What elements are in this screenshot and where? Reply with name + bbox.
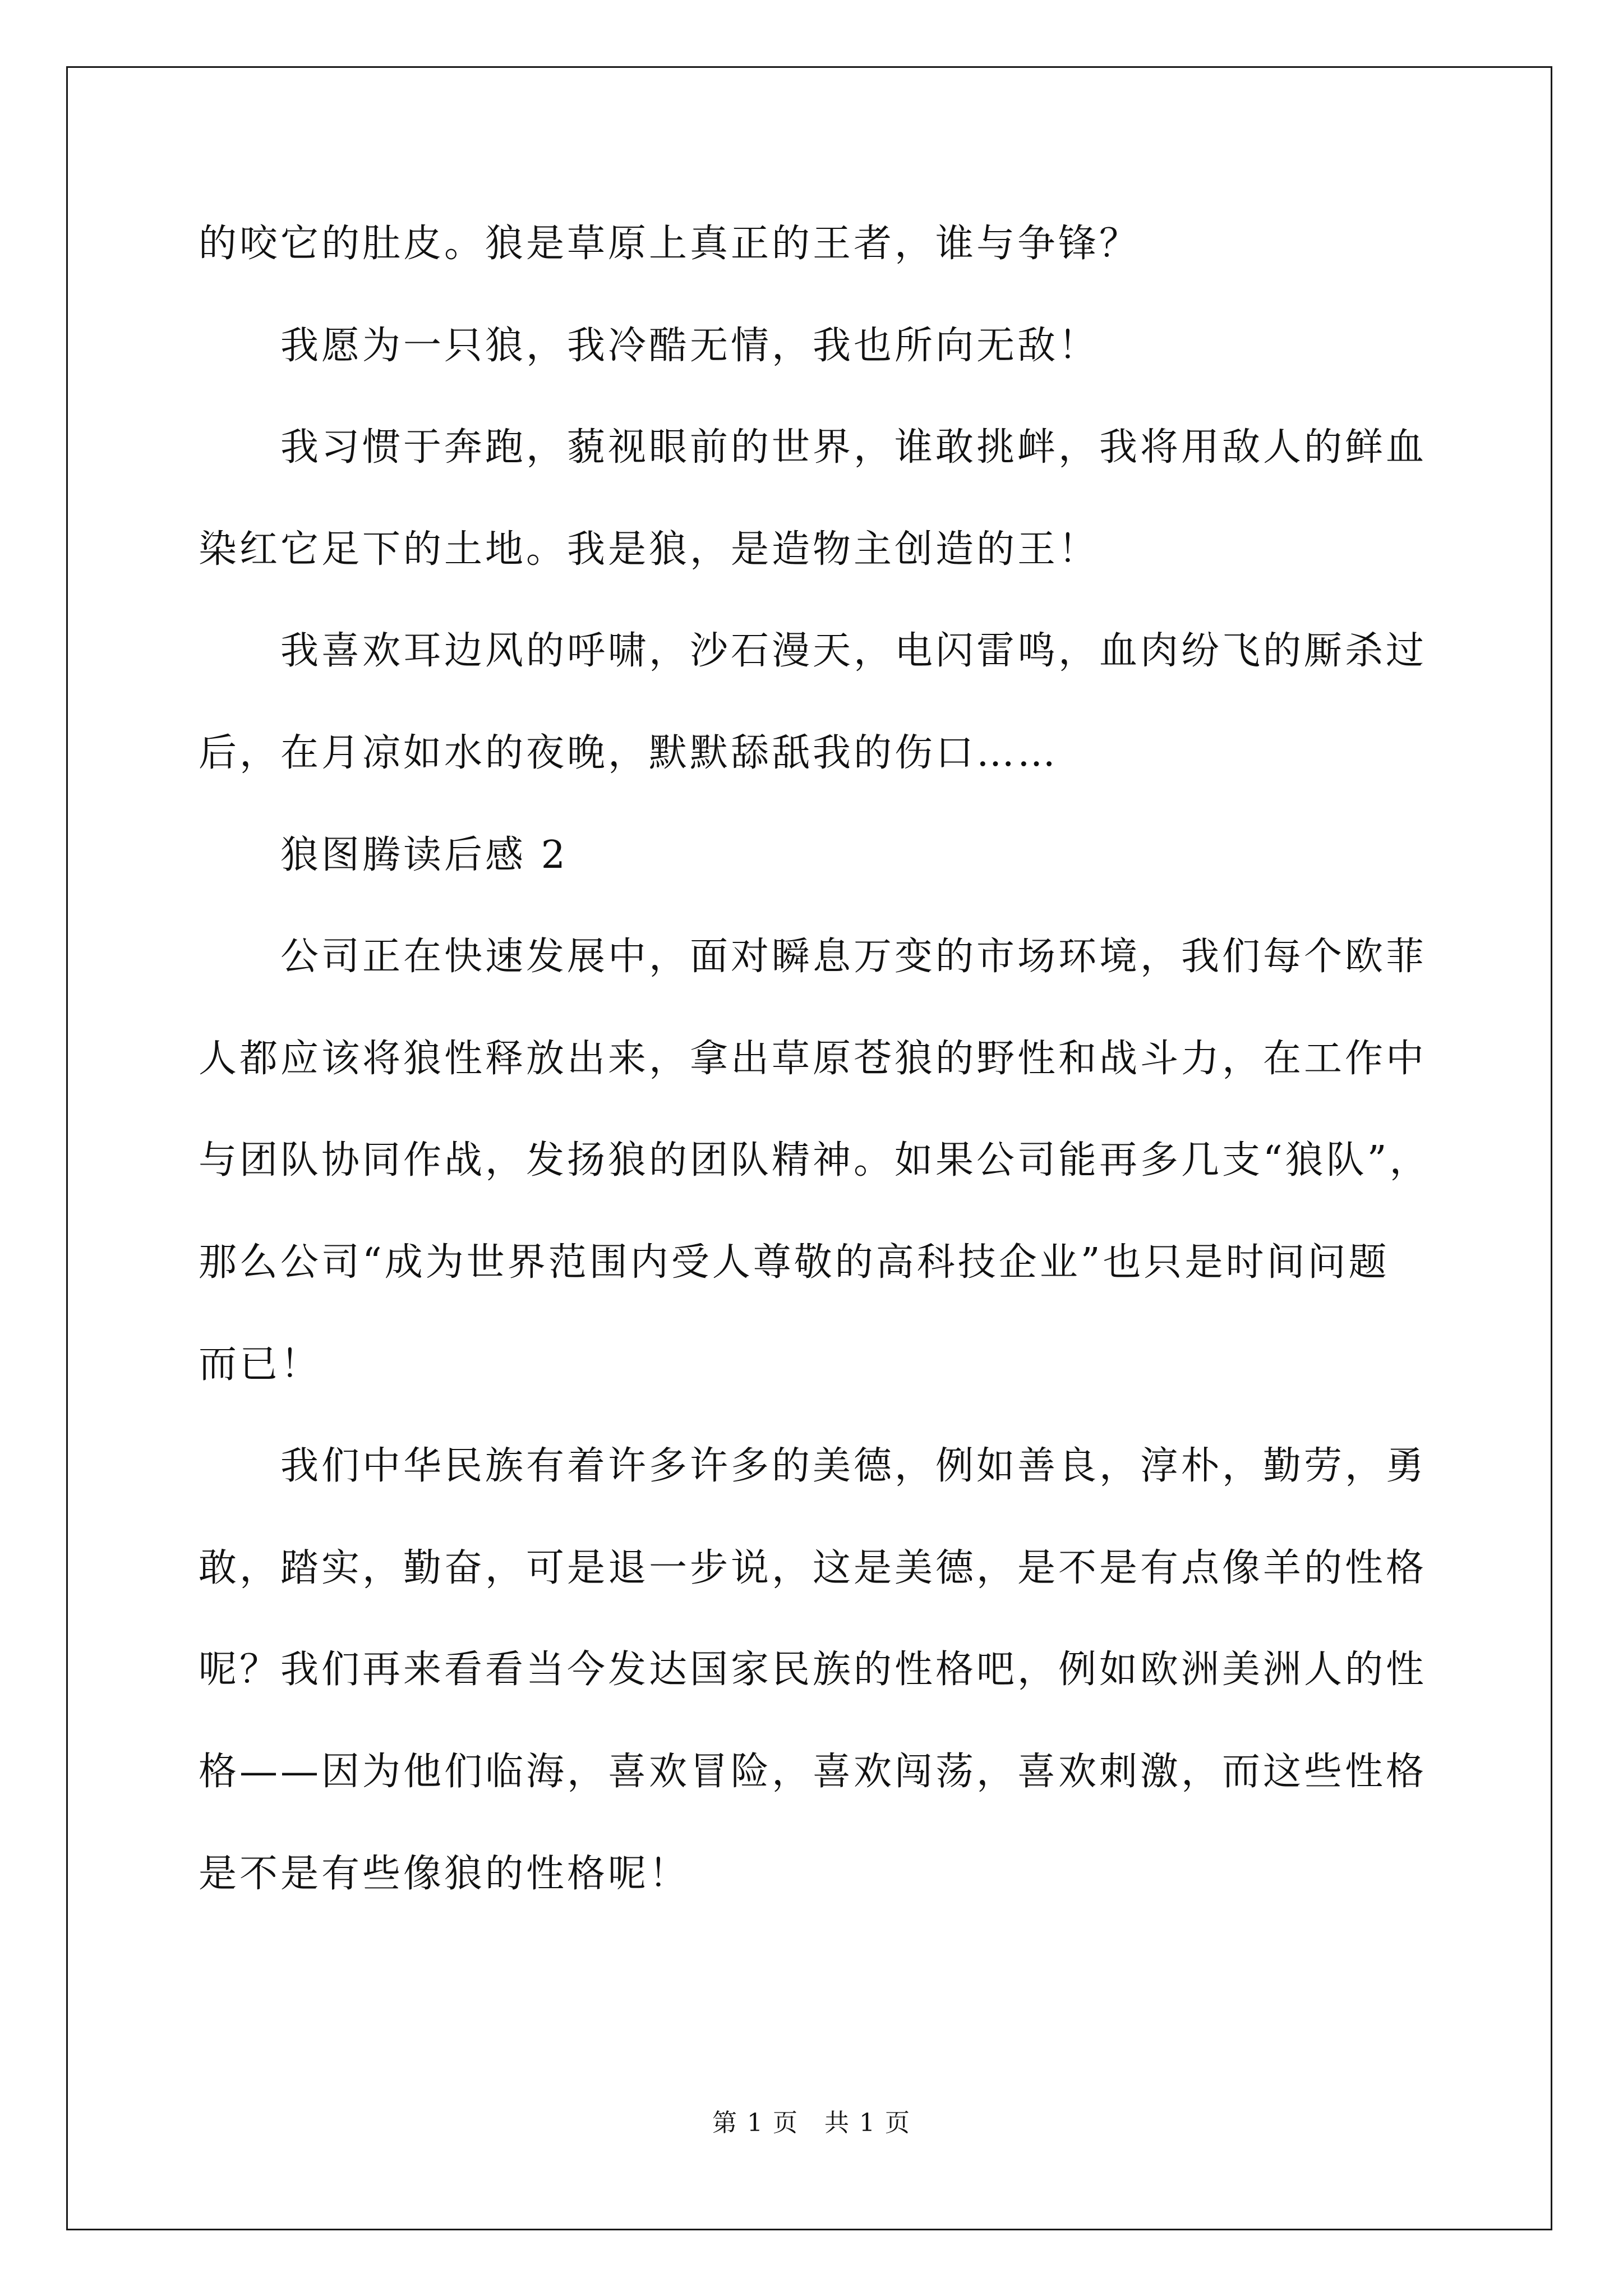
text-line: 呢？我们再来看看当今发达国家民族的性格吧，例如欧洲美洲人的性	[199, 1648, 1427, 1692]
text-line: 我们中华民族有着许多许多的美德，例如善良，淳朴，勤劳，勇	[280, 1444, 1427, 1489]
text-line: 染红它足下的土地。我是狼，是造物主创造的王！	[199, 527, 1100, 572]
text-line: 而已！	[199, 1342, 322, 1387]
text-line: 公司正在快速发展中，面对瞬息万变的市场环境，我们每个欧菲	[280, 935, 1427, 979]
text-line: 是不是有些像狼的性格呢！	[199, 1851, 690, 1896]
text-line: 我喜欢耳边风的呼啸，沙石漫天，电闪雷鸣，血肉纷飞的厮杀过	[280, 629, 1427, 674]
text-line: 人都应该将狼性释放出来，拿出草原苍狼的野性和战斗力，在工作中	[199, 1036, 1427, 1081]
section-heading: 狼图腾读后感 2	[280, 832, 568, 877]
page-total: 共 1 页	[824, 2109, 911, 2137]
page-number: 第 1 页	[712, 2109, 799, 2137]
text-line: 与团队协同作战，发扬狼的团队精神。如果公司能再多几支“狼队”，	[199, 1138, 1431, 1183]
document-body	[199, 216, 1431, 1948]
text-line: 敢，踏实，勤奋，可是退一步说，这是美德，是不是有点像羊的性格	[199, 1545, 1427, 1590]
text-line: 我愿为一只狼，我冷酷无情，我也所向无敌！	[280, 323, 1100, 368]
text-line: 我习惯于奔跑，藐视眼前的世界，谁敢挑衅，我将用敌人的鲜血	[280, 425, 1427, 470]
text-line: 那么公司“成为世界范围内受人尊敬的高科技企业”也只是时间问题	[199, 1240, 1390, 1285]
text-line: 的咬它的肚皮。狼是草原上真正的王者，谁与争锋？	[199, 222, 1141, 266]
page-footer	[0, 2102, 1623, 2138]
text-line: 格——因为他们临海，喜欢冒险，喜欢闯荡，喜欢刺激，而这些性格	[199, 1749, 1427, 1794]
text-line: 后，在月凉如水的夜晚，默默舔舐我的伤口……	[199, 730, 1059, 775]
